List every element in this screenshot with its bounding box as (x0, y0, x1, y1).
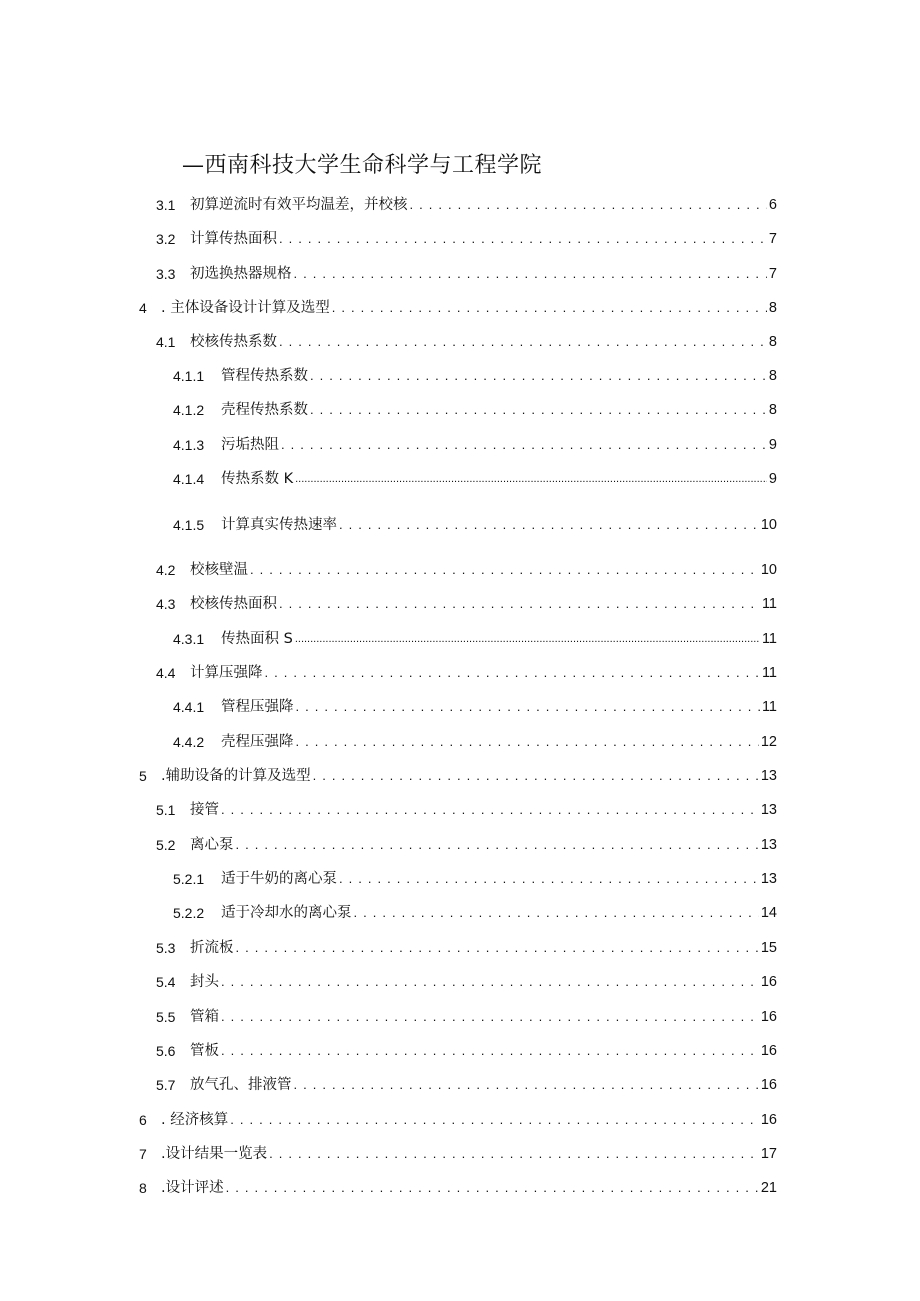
toc-leader (279, 330, 767, 354)
toc-title: 校核壁温 (190, 562, 248, 578)
toc-entry[interactable] (156, 1039, 777, 1063)
toc-entry[interactable] (173, 867, 777, 891)
toc-title: 管箱 (190, 1009, 219, 1025)
toc-number: 3.3 (156, 266, 176, 282)
toc-number: 4.1.1 (173, 368, 205, 384)
toc-title: 壳程压强降 (221, 734, 294, 750)
toc-entry[interactable] (173, 398, 777, 422)
toc-number: 5.4 (156, 974, 176, 990)
toc-title: 校核传热面积 (190, 596, 277, 612)
toc-leader (295, 467, 767, 491)
toc-entry[interactable] (156, 833, 777, 857)
toc-leader (236, 833, 759, 857)
toc-page-number: 11 (761, 699, 777, 715)
toc-title: 适于牛奶的离心泵 (221, 871, 337, 887)
toc-title: 管程传热系数 (221, 368, 308, 384)
toc-page-number: 13 (760, 837, 777, 853)
toc-title: 适于冷却水的离心泵 (221, 905, 352, 921)
toc-title: 放气孔、排液管 (190, 1077, 292, 1093)
toc-leader (279, 227, 767, 251)
toc-number: 5.3 (156, 940, 176, 956)
toc-number: 4.4 (156, 665, 176, 681)
toc-title: 计算传热面积 (190, 231, 277, 247)
toc-leader (295, 627, 760, 651)
toc-title: 初选换热器规格 (190, 266, 292, 282)
toc-page-number: 11 (761, 665, 777, 681)
toc-number: 8 (139, 1180, 147, 1196)
toc-page-number: 8 (768, 368, 777, 384)
toc-entry[interactable] (156, 592, 777, 616)
toc-entry[interactable] (156, 1073, 777, 1097)
toc-page-number: 9 (768, 471, 777, 487)
toc-leader (250, 558, 759, 582)
toc-leader (354, 901, 759, 925)
toc-title: 传热面积 S (221, 631, 293, 647)
toc-number: 5.7 (156, 1077, 176, 1093)
toc-number: 5.5 (156, 1009, 176, 1025)
toc-entry[interactable] (156, 262, 777, 286)
toc-title: .辅助设备的计算及选型 (161, 768, 311, 784)
toc-page-number: 8 (768, 402, 777, 418)
toc-leader (221, 1005, 759, 1029)
toc-page-number: 10 (760, 517, 777, 533)
toc-title: 计算压强降 (190, 665, 263, 681)
toc-page-number: 8 (768, 334, 777, 350)
toc-number: 3.2 (156, 231, 176, 247)
toc-number: 3.1 (156, 197, 176, 213)
toc-leader (265, 661, 760, 685)
toc-number: 5.6 (156, 1043, 176, 1059)
toc-page-number: 12 (760, 734, 777, 750)
toc-number: 5 (139, 768, 147, 784)
page-header: —西南科技大学生命科学与工程学院 (182, 153, 543, 178)
toc-leader (410, 193, 767, 217)
toc-entry[interactable] (156, 970, 777, 994)
toc-title: 折流板 (190, 940, 234, 956)
toc-page-number: 16 (760, 1043, 777, 1059)
toc-page-number: 13 (760, 768, 777, 784)
toc-title: 壳程传热系数 (221, 402, 308, 418)
toc-entry[interactable] (156, 558, 777, 582)
toc-number: 4.1.3 (173, 437, 205, 453)
toc-number: 7 (139, 1146, 147, 1162)
toc-page-number: 17 (760, 1146, 777, 1162)
toc-number: 4.4.1 (173, 699, 205, 715)
toc-page-number: 13 (760, 802, 777, 818)
toc-number: 5.2.2 (173, 905, 205, 921)
toc-page-number: 11 (761, 631, 777, 647)
toc-page-number: 16 (760, 1112, 777, 1128)
toc-entry[interactable] (156, 1005, 777, 1029)
toc-number: 5.1 (156, 802, 176, 818)
toc-entry[interactable] (173, 730, 777, 754)
toc-page-number: 8 (768, 300, 777, 316)
toc-leader (221, 1039, 759, 1063)
toc-entry[interactable] (173, 627, 777, 651)
toc-page-number: 9 (768, 437, 777, 453)
toc-entry[interactable] (156, 936, 777, 960)
toc-entry[interactable] (173, 695, 777, 719)
toc-leader (279, 592, 760, 616)
toc-title: 校核传热系数 (190, 334, 277, 350)
toc-number: 4.1.5 (173, 517, 205, 533)
toc-entry[interactable] (139, 764, 777, 788)
toc-leader (281, 433, 767, 457)
toc-number: 4.1.4 (173, 471, 205, 487)
toc-leader (221, 970, 759, 994)
toc-page-number: 16 (760, 1077, 777, 1093)
toc-leader (332, 296, 767, 320)
toc-title: 计算真实传热速率 (221, 517, 337, 533)
toc-number: 4.1.2 (173, 402, 205, 418)
toc-entry[interactable] (173, 901, 777, 925)
toc-leader (236, 936, 759, 960)
toc-leader (296, 730, 759, 754)
toc-entry[interactable] (139, 1108, 777, 1132)
toc-title: . 经济核算 (161, 1112, 229, 1128)
toc-page-number: 16 (760, 974, 777, 990)
toc-title: 传热系数 K (221, 471, 294, 487)
toc-entry[interactable] (156, 330, 777, 354)
toc-leader (269, 1142, 759, 1166)
toc-number: 4.3 (156, 596, 176, 612)
toc-page-number: 11 (761, 596, 777, 612)
toc-page-number: 7 (768, 231, 777, 247)
toc-page-number: 14 (760, 905, 777, 921)
toc-number: 4.3.1 (173, 631, 205, 647)
toc-leader (313, 764, 759, 788)
toc-leader (221, 798, 759, 822)
toc-number: 5.2.1 (173, 871, 205, 887)
toc-leader (294, 262, 767, 286)
toc-number: 4 (139, 300, 147, 316)
toc-leader (294, 1073, 759, 1097)
toc-title: .设计结果一览表 (161, 1146, 268, 1162)
toc-leader (339, 513, 759, 537)
toc-title: 接管 (190, 802, 219, 818)
toc-leader (226, 1176, 759, 1200)
toc-page-number: 13 (760, 871, 777, 887)
toc-page-number: 10 (760, 562, 777, 578)
toc-title: 离心泵 (190, 837, 234, 853)
toc-entry[interactable] (139, 296, 777, 320)
toc-page-number: 16 (760, 1009, 777, 1025)
toc-title: 管板 (190, 1043, 219, 1059)
toc-title: 封头 (190, 974, 219, 990)
toc-entry[interactable] (156, 193, 777, 217)
toc-title: 管程压强降 (221, 699, 294, 715)
toc-entry[interactable] (173, 433, 777, 457)
toc-title: 初算逆流时有效平均温差，并校核 (190, 197, 408, 213)
toc-leader (310, 364, 767, 388)
toc-title: .设计评述 (161, 1180, 224, 1196)
toc-number: 4.4.2 (173, 734, 205, 750)
toc-page-number: 21 (760, 1180, 777, 1196)
toc-title: 污垢热阻 (221, 437, 279, 453)
toc-number: 4.1 (156, 334, 176, 350)
toc-entry[interactable] (156, 798, 777, 822)
toc-entry[interactable] (173, 364, 777, 388)
toc-number: 5.2 (156, 837, 176, 853)
toc-entry[interactable] (139, 1142, 777, 1166)
toc-leader (296, 695, 760, 719)
toc-page-number: 15 (760, 940, 777, 956)
toc-entry[interactable] (173, 467, 777, 491)
toc-title: . 主体设备设计计算及选型 (161, 300, 330, 316)
toc-leader (339, 867, 759, 891)
toc-number: 6 (139, 1112, 147, 1128)
toc-entry[interactable] (156, 661, 777, 685)
toc-leader (310, 398, 767, 422)
toc-leader (230, 1108, 759, 1132)
toc-entry[interactable] (139, 1176, 777, 1200)
toc-entry[interactable] (173, 513, 777, 537)
toc-page-number: 6 (768, 197, 777, 213)
toc-entry[interactable] (156, 227, 777, 251)
toc-page-number: 7 (768, 266, 777, 282)
toc-number: 4.2 (156, 562, 176, 578)
